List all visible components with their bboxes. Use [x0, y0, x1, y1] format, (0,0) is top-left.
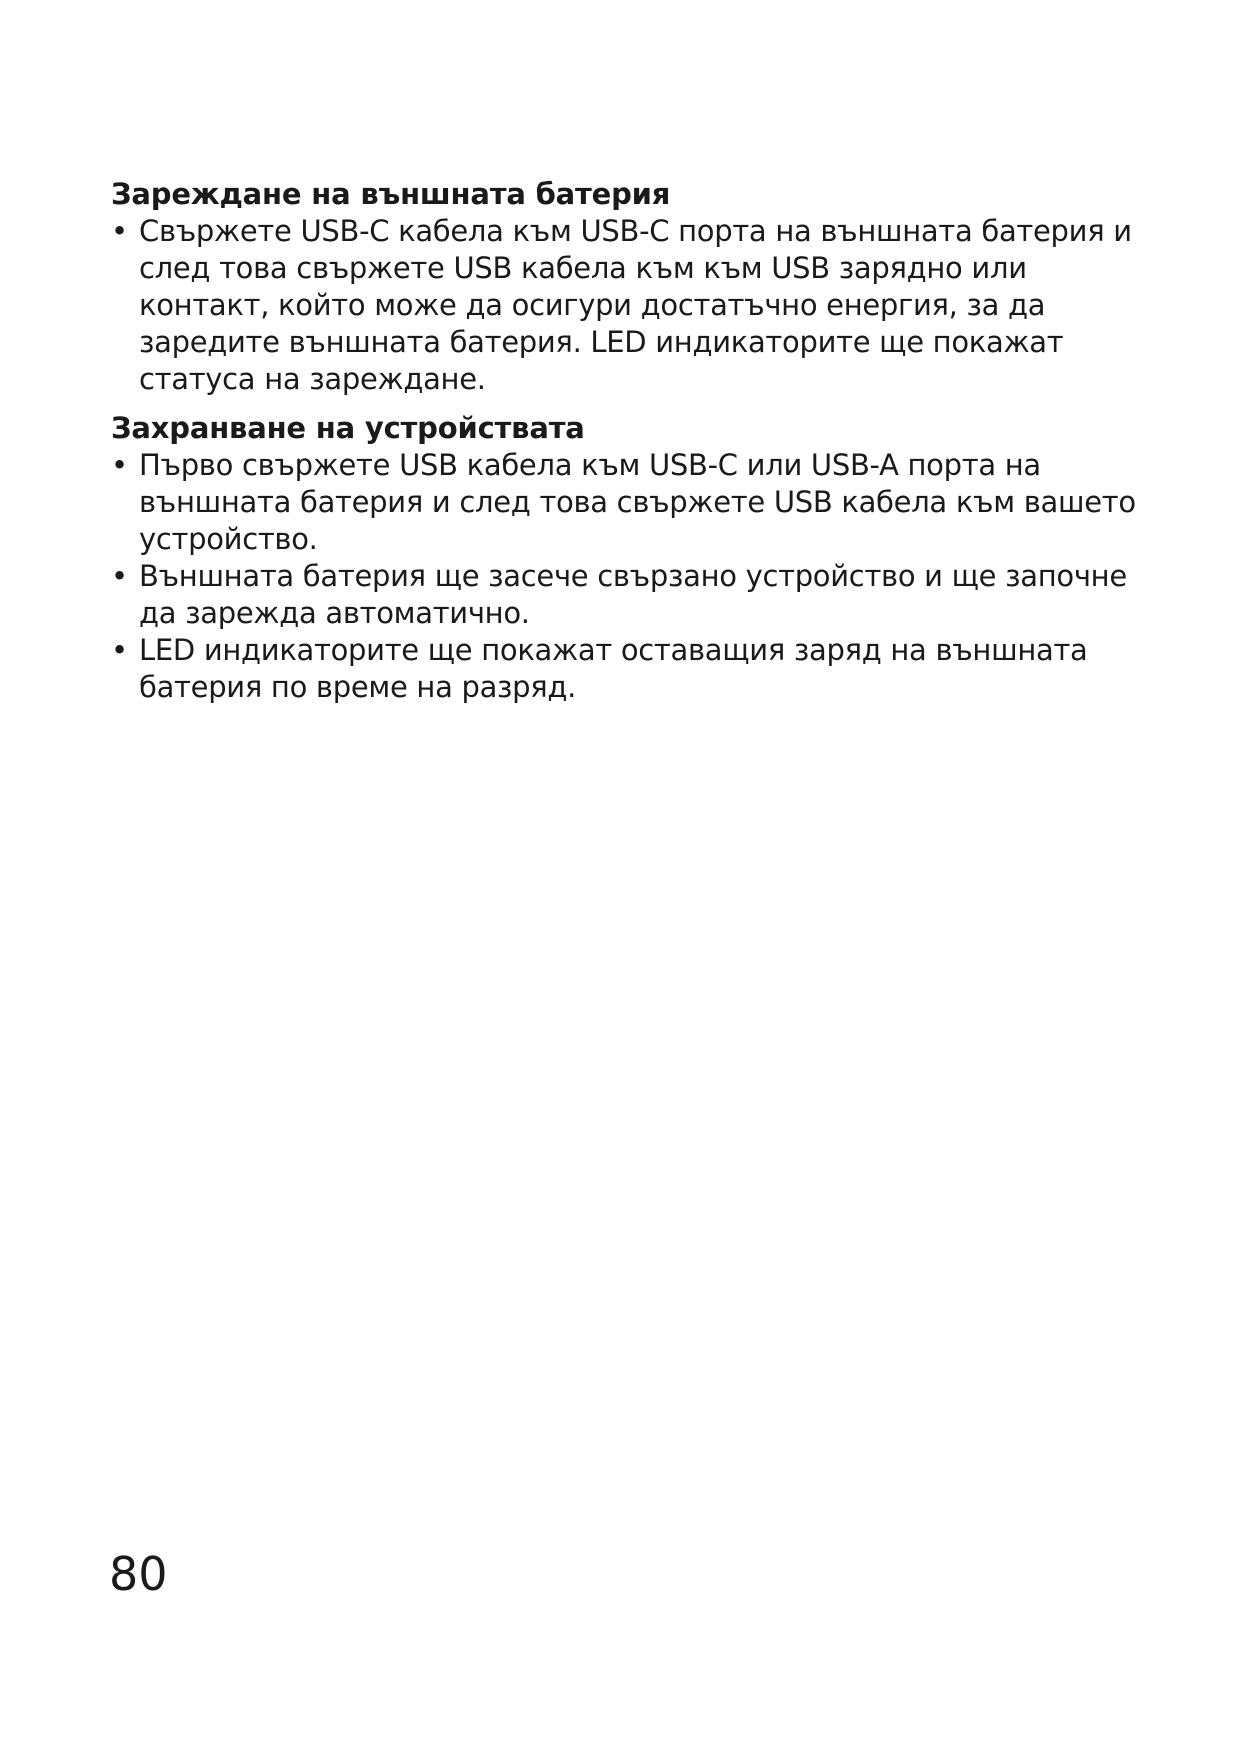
document-body	[111, 176, 1141, 706]
section-heading: Захранване на устройствата	[111, 411, 585, 445]
bullet-icon: •	[111, 448, 128, 482]
bullet-list	[111, 213, 1141, 398]
list-item	[111, 632, 1141, 706]
list-item	[111, 447, 1141, 558]
section-charging-battery	[111, 176, 1141, 398]
bullet-list	[111, 447, 1141, 706]
bullet-icon: •	[111, 559, 128, 593]
list-item-text: Външната батерия ще засече свързано устройство и ще започне да зарежда автоматично.	[139, 559, 1127, 630]
section-powering-devices	[111, 410, 1141, 706]
list-item	[111, 213, 1141, 398]
bullet-icon: •	[111, 633, 128, 667]
list-item-text: Свържете USB-C кабела към USB-C порта на външната батерия и след това свържете USB кабела към към USB зарядно или контакт, който може да осигури достатъчно енергия, за да заредите външната батерия. LED индикаторите ще покажат статуса на зареждане.	[139, 214, 1132, 396]
list-item-text: Първо свържете USB кабела към USB-C или USB-A порта на външната батерия и след това свържете USB кабела към вашето устройство.	[139, 448, 1136, 556]
list-item	[111, 558, 1141, 632]
list-item-text: LED индикаторите ще покажат оставащия заряд на външната батерия по време на разряд.	[139, 633, 1088, 704]
page-number: 80	[109, 1547, 168, 1601]
bullet-icon: •	[111, 214, 128, 248]
section-heading: Зареждане на външната батерия	[111, 177, 671, 211]
